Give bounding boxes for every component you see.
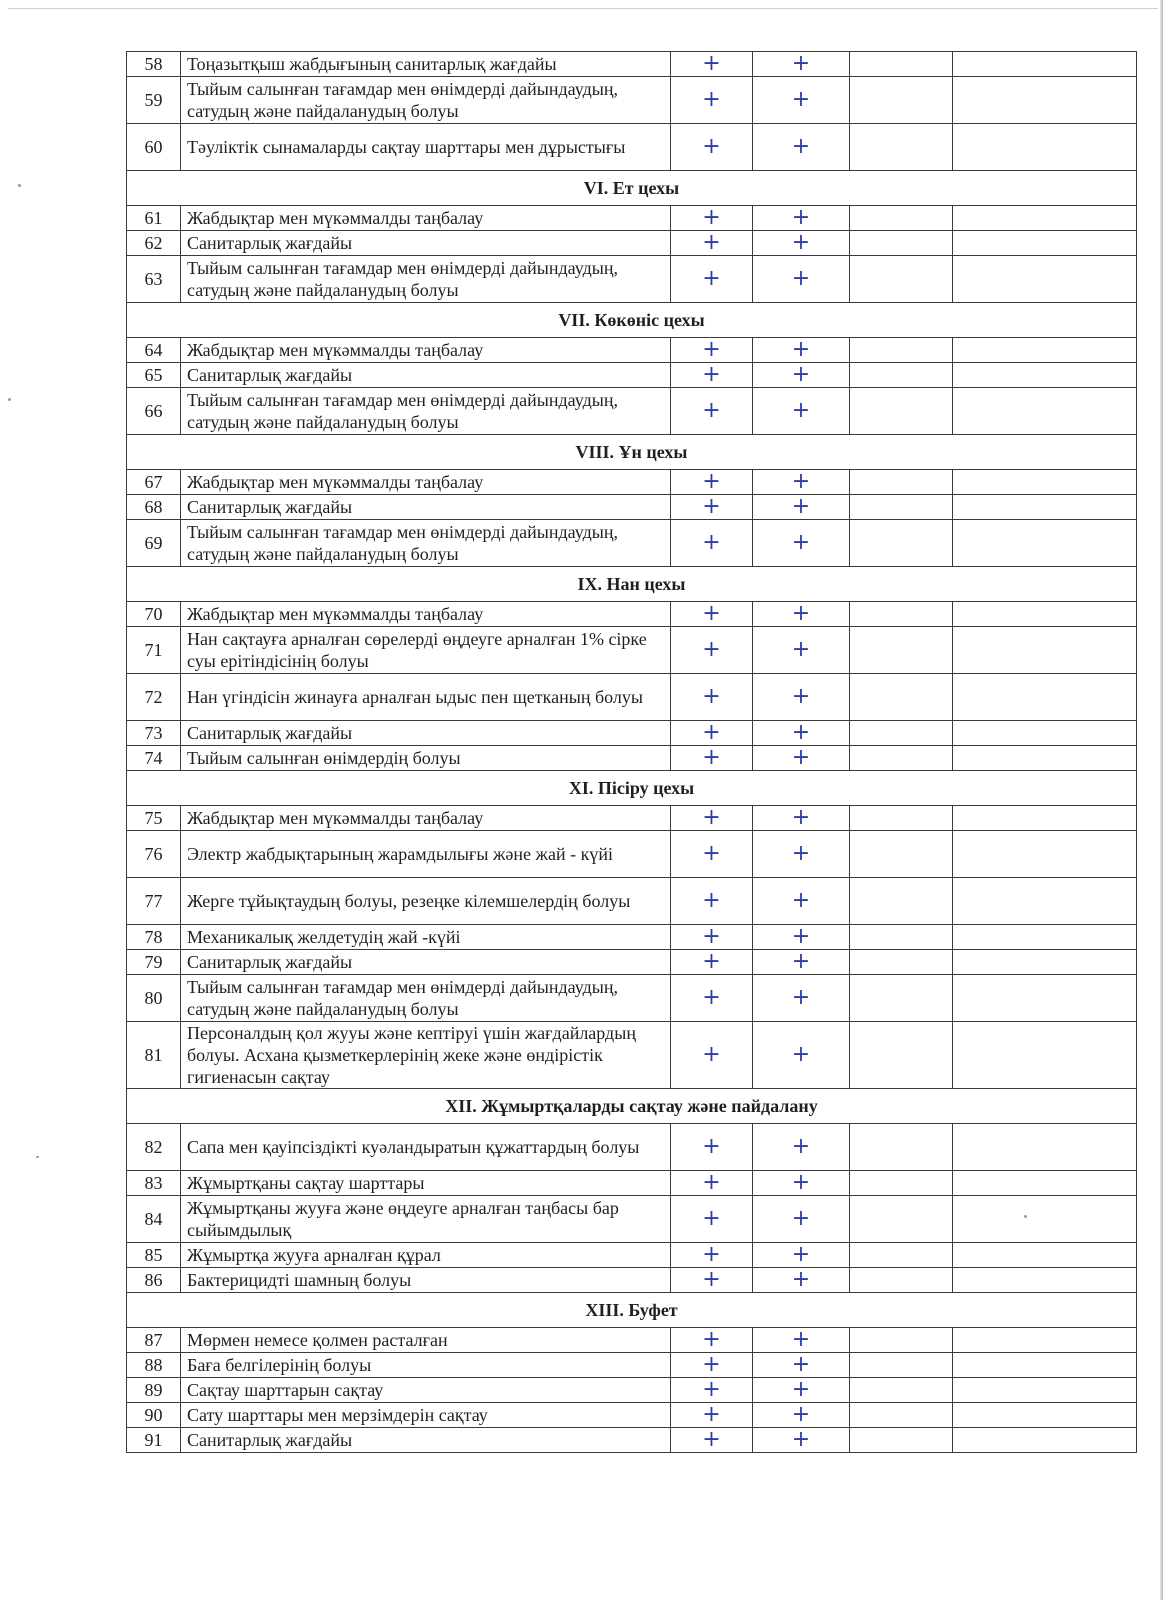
check-mark-2: + [753, 256, 850, 303]
requirement-text: Жабдықтар мен мүкәммалды таңбалау [181, 206, 671, 231]
check-mark-1: + [671, 470, 753, 495]
check-mark-2: + [753, 1403, 850, 1428]
checklist-row [127, 470, 1137, 495]
section-title: XII. Жұмыртқаларды сақтау және пайдалану [127, 1089, 1137, 1124]
section-header-row [127, 771, 1137, 806]
empty-cell-2 [953, 1022, 1137, 1089]
empty-cell-1 [850, 77, 953, 124]
empty-cell-2 [953, 1171, 1137, 1196]
section-header-row [127, 1293, 1137, 1328]
checklist-row [127, 925, 1137, 950]
empty-cell-2 [953, 674, 1137, 721]
checklist-row [127, 1378, 1137, 1403]
row-number: 78 [127, 925, 181, 950]
requirement-text: Тәуліктік сынамаларды сақтау шарттары мен дұрыстығы [181, 124, 671, 171]
check-mark-2: + [753, 206, 850, 231]
check-mark-1: + [671, 388, 753, 435]
row-number: 61 [127, 206, 181, 231]
check-mark-2: + [753, 1124, 850, 1171]
empty-cell-1 [850, 831, 953, 878]
empty-cell-2 [953, 1243, 1137, 1268]
empty-cell-1 [850, 1268, 953, 1293]
check-mark-2: + [753, 77, 850, 124]
check-mark-2: + [753, 721, 850, 746]
section-header-row [127, 567, 1137, 602]
requirement-text: Санитарлық жағдайы [181, 363, 671, 388]
check-mark-2: + [753, 363, 850, 388]
check-mark-1: + [671, 1403, 753, 1428]
empty-cell-2 [953, 495, 1137, 520]
row-number: 77 [127, 878, 181, 925]
empty-cell-1 [850, 1403, 953, 1428]
empty-cell-2 [953, 363, 1137, 388]
empty-cell-2 [953, 746, 1137, 771]
checklist-row [127, 1022, 1137, 1089]
checklist-row [127, 878, 1137, 925]
check-mark-2: + [753, 231, 850, 256]
checklist-row [127, 831, 1137, 878]
checklist-row [127, 1428, 1137, 1453]
empty-cell-1 [850, 495, 953, 520]
check-mark-1: + [671, 338, 753, 363]
row-number: 70 [127, 602, 181, 627]
empty-cell-1 [850, 975, 953, 1022]
check-mark-1: + [671, 1328, 753, 1353]
check-mark-1: + [671, 674, 753, 721]
check-mark-1: + [671, 52, 753, 77]
row-number: 81 [127, 1022, 181, 1089]
requirement-text: Жерге тұйықтаудың болуы, резеңке кілемшелердің болуы [181, 878, 671, 925]
requirement-text: Санитарлық жағдайы [181, 1428, 671, 1453]
check-mark-1: + [671, 206, 753, 231]
check-mark-2: + [753, 975, 850, 1022]
row-number: 79 [127, 950, 181, 975]
check-mark-1: + [671, 627, 753, 674]
empty-cell-2 [953, 1196, 1137, 1243]
requirement-text: Сақтау шарттарын сақтау [181, 1378, 671, 1403]
check-mark-1: + [671, 1124, 753, 1171]
empty-cell-1 [850, 1353, 953, 1378]
requirement-text: Тоңазытқыш жабдығының санитарлық жағдайы [181, 52, 671, 77]
row-number: 68 [127, 495, 181, 520]
check-mark-2: + [753, 52, 850, 77]
empty-cell-2 [953, 1124, 1137, 1171]
checklist-row [127, 52, 1137, 77]
empty-cell-1 [850, 1196, 953, 1243]
requirement-text: Жабдықтар мен мүкәммалды таңбалау [181, 602, 671, 627]
checklist-row [127, 124, 1137, 171]
check-mark-2: + [753, 1171, 850, 1196]
empty-cell-1 [850, 256, 953, 303]
section-header-row [127, 303, 1137, 338]
check-mark-1: + [671, 1268, 753, 1293]
check-mark-2: + [753, 1353, 850, 1378]
section-title: VI. Ет цехы [127, 171, 1137, 206]
check-mark-1: + [671, 77, 753, 124]
check-mark-2: + [753, 746, 850, 771]
check-mark-1: + [671, 520, 753, 567]
check-mark-1: + [671, 256, 753, 303]
row-number: 75 [127, 806, 181, 831]
empty-cell-2 [953, 831, 1137, 878]
checklist-row [127, 77, 1137, 124]
requirement-text: Жабдықтар мен мүкәммалды таңбалау [181, 470, 671, 495]
check-mark-1: + [671, 124, 753, 171]
section-title: IX. Нан цехы [127, 567, 1137, 602]
section-title: VII. Көкөніс цехы [127, 303, 1137, 338]
check-mark-2: + [753, 831, 850, 878]
empty-cell-1 [850, 338, 953, 363]
checklist-row [127, 1268, 1137, 1293]
empty-cell-1 [850, 746, 953, 771]
checklist-row [127, 338, 1137, 363]
requirement-text: Электр жабдықтарының жарамдылығы және жай - күйі [181, 831, 671, 878]
check-mark-2: + [753, 124, 850, 171]
row-number: 65 [127, 363, 181, 388]
row-number: 88 [127, 1353, 181, 1378]
empty-cell-2 [953, 231, 1137, 256]
check-mark-2: + [753, 388, 850, 435]
empty-cell-1 [850, 627, 953, 674]
row-number: 63 [127, 256, 181, 303]
requirement-text: Жабдықтар мен мүкәммалды таңбалау [181, 806, 671, 831]
check-mark-2: + [753, 925, 850, 950]
empty-cell-2 [953, 1403, 1137, 1428]
check-mark-2: + [753, 520, 850, 567]
check-mark-2: + [753, 1196, 850, 1243]
empty-cell-1 [850, 925, 953, 950]
row-number: 59 [127, 77, 181, 124]
empty-cell-2 [953, 338, 1137, 363]
empty-cell-1 [850, 721, 953, 746]
empty-cell-2 [953, 602, 1137, 627]
row-number: 58 [127, 52, 181, 77]
check-mark-2: + [753, 1328, 850, 1353]
checklist-row [127, 363, 1137, 388]
row-number: 71 [127, 627, 181, 674]
row-number: 74 [127, 746, 181, 771]
row-number: 66 [127, 388, 181, 435]
row-number: 76 [127, 831, 181, 878]
empty-cell-1 [850, 206, 953, 231]
checklist-row [127, 520, 1137, 567]
empty-cell-1 [850, 231, 953, 256]
checklist-row [127, 975, 1137, 1022]
row-number: 89 [127, 1378, 181, 1403]
row-number: 84 [127, 1196, 181, 1243]
requirement-text: Жұмыртқаны сақтау шарттары [181, 1171, 671, 1196]
check-mark-2: + [753, 1022, 850, 1089]
requirement-text: Сату шарттары мен мерзімдерін сақтау [181, 1403, 671, 1428]
empty-cell-2 [953, 1428, 1137, 1453]
empty-cell-1 [850, 1171, 953, 1196]
requirement-text: Нан сақтауға арналған сөрелерді өңдеуге арналған 1% сірке суы ерітіндісінің болуы [181, 627, 671, 674]
check-mark-2: + [753, 950, 850, 975]
requirement-text: Жұмыртқаны жууға және өңдеуге арналған таңбасы бар сыйымдылық [181, 1196, 671, 1243]
check-mark-2: + [753, 806, 850, 831]
row-number: 90 [127, 1403, 181, 1428]
row-number: 85 [127, 1243, 181, 1268]
check-mark-1: + [671, 1428, 753, 1453]
check-mark-2: + [753, 878, 850, 925]
checklist-row [127, 627, 1137, 674]
check-mark-1: + [671, 1171, 753, 1196]
empty-cell-2 [953, 1353, 1137, 1378]
check-mark-2: + [753, 338, 850, 363]
check-mark-1: + [671, 746, 753, 771]
check-mark-1: + [671, 950, 753, 975]
section-header-row [127, 1089, 1137, 1124]
requirement-text: Тыйым салынған өнімдердің болуы [181, 746, 671, 771]
section-header-row [127, 435, 1137, 470]
checklist-row [127, 1353, 1137, 1378]
check-mark-1: + [671, 1022, 753, 1089]
inspection-checklist-table [126, 51, 1137, 1453]
empty-cell-2 [953, 520, 1137, 567]
row-number: 91 [127, 1428, 181, 1453]
empty-cell-1 [850, 1328, 953, 1353]
checklist-row [127, 1328, 1137, 1353]
row-number: 87 [127, 1328, 181, 1353]
empty-cell-2 [953, 124, 1137, 171]
row-number: 73 [127, 721, 181, 746]
check-mark-1: + [671, 1196, 753, 1243]
empty-cell-2 [953, 627, 1137, 674]
requirement-text: Жабдықтар мен мүкәммалды таңбалау [181, 338, 671, 363]
checklist-row [127, 206, 1137, 231]
check-mark-1: + [671, 806, 753, 831]
empty-cell-2 [953, 1328, 1137, 1353]
row-number: 62 [127, 231, 181, 256]
checklist-row [127, 1243, 1137, 1268]
row-number: 83 [127, 1171, 181, 1196]
requirement-text: Механикалық желдетудің жай -күйі [181, 925, 671, 950]
requirement-text: Санитарлық жағдайы [181, 950, 671, 975]
row-number: 80 [127, 975, 181, 1022]
empty-cell-1 [850, 520, 953, 567]
requirement-text: Баға белгілерінің болуы [181, 1353, 671, 1378]
scan-top-edge [8, 8, 1158, 9]
check-mark-1: + [671, 925, 753, 950]
empty-cell-2 [953, 77, 1137, 124]
scan-speck [36, 1156, 39, 1158]
empty-cell-2 [953, 975, 1137, 1022]
check-mark-1: + [671, 831, 753, 878]
requirement-text: Санитарлық жағдайы [181, 495, 671, 520]
check-mark-2: + [753, 1428, 850, 1453]
check-mark-2: + [753, 1378, 850, 1403]
checklist-row [127, 950, 1137, 975]
requirement-text: Санитарлық жағдайы [181, 231, 671, 256]
row-number: 69 [127, 520, 181, 567]
empty-cell-1 [850, 602, 953, 627]
empty-cell-2 [953, 388, 1137, 435]
empty-cell-1 [850, 363, 953, 388]
check-mark-2: + [753, 674, 850, 721]
empty-cell-1 [850, 52, 953, 77]
checklist-row [127, 721, 1137, 746]
requirement-text: Тыйым салынған тағамдар мен өнімдерді дайындаудың, сатудың және пайдаланудың болуы [181, 975, 671, 1022]
empty-cell-2 [953, 721, 1137, 746]
section-title: VIII. Ұн цехы [127, 435, 1137, 470]
empty-cell-1 [850, 124, 953, 171]
checklist-row [127, 388, 1137, 435]
check-mark-1: + [671, 721, 753, 746]
checklist-row [127, 1124, 1137, 1171]
checklist-row [127, 256, 1137, 303]
row-number: 67 [127, 470, 181, 495]
check-mark-1: + [671, 878, 753, 925]
checklist-row [127, 602, 1137, 627]
checklist-row [127, 495, 1137, 520]
empty-cell-1 [850, 878, 953, 925]
check-mark-2: + [753, 495, 850, 520]
requirement-text: Персоналдың қол жууы және кептіруі үшін жағдайлардың болуы. Асхана қызметкерлерінің жеке және өндірістік гигиенасын сақтау [181, 1022, 671, 1089]
check-mark-2: + [753, 1243, 850, 1268]
section-title: XI. Пісіру цехы [127, 771, 1137, 806]
check-mark-2: + [753, 470, 850, 495]
requirement-text: Тыйым салынған тағамдар мен өнімдерді дайындаудың, сатудың және пайдаланудың болуы [181, 256, 671, 303]
check-mark-2: + [753, 627, 850, 674]
empty-cell-2 [953, 806, 1137, 831]
checklist-body [127, 52, 1137, 1453]
check-mark-1: + [671, 363, 753, 388]
empty-cell-2 [953, 1268, 1137, 1293]
check-mark-1: + [671, 1378, 753, 1403]
empty-cell-1 [850, 950, 953, 975]
check-mark-1: + [671, 1243, 753, 1268]
requirement-text: Сапа мен қауіпсіздікті куәландыратын құжаттардың болуы [181, 1124, 671, 1171]
checklist-row [127, 806, 1137, 831]
empty-cell-2 [953, 206, 1137, 231]
check-mark-1: + [671, 1353, 753, 1378]
check-mark-1: + [671, 975, 753, 1022]
row-number: 60 [127, 124, 181, 171]
checklist-row [127, 746, 1137, 771]
scan-speck [8, 398, 11, 401]
scan-speck [18, 184, 21, 187]
row-number: 86 [127, 1268, 181, 1293]
checklist-row [127, 231, 1137, 256]
checklist-row [127, 1171, 1137, 1196]
check-mark-1: + [671, 495, 753, 520]
empty-cell-1 [850, 1124, 953, 1171]
row-number: 64 [127, 338, 181, 363]
empty-cell-1 [850, 388, 953, 435]
section-header-row [127, 171, 1137, 206]
requirement-text: Тыйым салынған тағамдар мен өнімдерді дайындаудың, сатудың және пайдаланудың болуы [181, 77, 671, 124]
requirement-text: Тыйым салынған тағамдар мен өнімдерді дайындаудың, сатудың және пайдаланудың болуы [181, 520, 671, 567]
requirement-text: Бактерицидті шамның болуы [181, 1268, 671, 1293]
checklist-row [127, 1403, 1137, 1428]
requirement-text: Тыйым салынған тағамдар мен өнімдерді дайындаудың, сатудың және пайдаланудың болуы [181, 388, 671, 435]
row-number: 82 [127, 1124, 181, 1171]
empty-cell-1 [850, 674, 953, 721]
requirement-text: Мөрмен немесе қолмен расталған [181, 1328, 671, 1353]
check-mark-1: + [671, 231, 753, 256]
row-number: 72 [127, 674, 181, 721]
requirement-text: Нан үгіндісін жинауға арналған ыдыс пен щетканың болуы [181, 674, 671, 721]
empty-cell-2 [953, 256, 1137, 303]
empty-cell-2 [953, 925, 1137, 950]
empty-cell-2 [953, 878, 1137, 925]
empty-cell-1 [850, 1022, 953, 1089]
empty-cell-2 [953, 1378, 1137, 1403]
check-mark-2: + [753, 602, 850, 627]
empty-cell-1 [850, 806, 953, 831]
checklist-row [127, 674, 1137, 721]
check-mark-1: + [671, 602, 753, 627]
empty-cell-2 [953, 52, 1137, 77]
empty-cell-2 [953, 470, 1137, 495]
checklist-row [127, 1196, 1137, 1243]
requirement-text: Санитарлық жағдайы [181, 721, 671, 746]
section-title: XIII. Буфет [127, 1293, 1137, 1328]
requirement-text: Жұмыртқа жууға арналған құрал [181, 1243, 671, 1268]
empty-cell-1 [850, 1428, 953, 1453]
empty-cell-1 [850, 1378, 953, 1403]
empty-cell-1 [850, 1243, 953, 1268]
check-mark-2: + [753, 1268, 850, 1293]
empty-cell-2 [953, 950, 1137, 975]
empty-cell-1 [850, 470, 953, 495]
